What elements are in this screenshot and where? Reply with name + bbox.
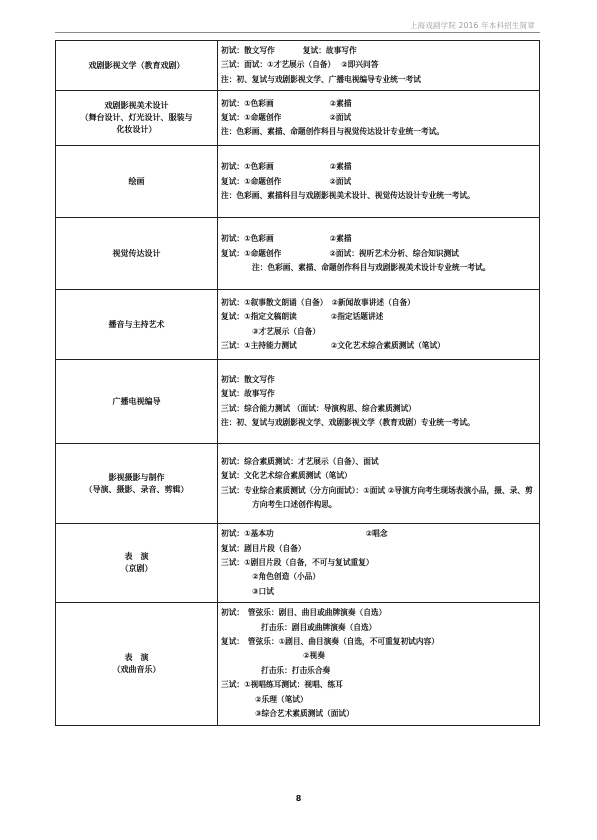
req-line: 注：初、复试与戏剧影视文学、广播电视编导专业统一考试 xyxy=(221,74,421,84)
major-subtitle: 化妆设计） xyxy=(116,125,157,135)
table-row xyxy=(56,290,540,360)
major-name: 表 演 xyxy=(124,552,149,562)
major-subtitle: （京剧） xyxy=(120,564,153,574)
req-line: ③才艺展示（自备） xyxy=(252,326,321,336)
req-line: 初试：散文写作 复试：故事写作 xyxy=(221,46,357,55)
major-name: 戏剧影视文学（教育戏剧） xyxy=(88,60,185,70)
req-line: 三试：专业综合素质测试（分方向面试）：①面试 ②导演方向考生现场表演小品，摄、录、剪方向考生口述创作构思。 xyxy=(221,485,533,510)
req-line: 三试：综合能力测试 （面试：导演构思、综合素质测试） xyxy=(221,403,416,413)
major-cell xyxy=(56,91,218,146)
major-cell xyxy=(56,524,218,603)
req-line: 复试：文化艺术综合素质测试（笔试） xyxy=(221,471,352,481)
req-line: ③口试 xyxy=(252,586,274,596)
major-cell xyxy=(56,290,218,360)
page-header: 上海戏剧学院 2016 年本科招生简章 xyxy=(409,21,535,30)
req-line: 三试：面试：①才艺展示（自备） ②即兴问答 xyxy=(221,60,379,70)
req-line: ②角色创造（小品） xyxy=(252,572,321,582)
req-line: 复试：①指定文稿朗读 ②指定话题讲述 xyxy=(221,312,384,322)
requirements-cell xyxy=(218,146,540,218)
req-line: 注：初、复试与戏剧影视文学、戏剧影视文学（教育戏剧）专业统一考试。 xyxy=(221,418,475,428)
requirements-cell xyxy=(218,218,540,290)
major-name: 戏剧影视美术设计 xyxy=(104,101,169,111)
req-line: 注：色彩画、素描科目与戏剧影视美术设计、视觉传达设计专业统一考试。 xyxy=(221,190,475,200)
major-name: 表 演 xyxy=(124,652,149,662)
table-row xyxy=(56,146,540,218)
requirements-cell xyxy=(218,524,540,603)
major-cell xyxy=(56,444,218,524)
req-line: 注：色彩画、素描、命题创作科目与戏剧影视美术设计专业统一考试。 xyxy=(252,262,491,272)
major-name: 视觉传达设计 xyxy=(112,248,161,258)
header-rule xyxy=(55,32,540,33)
table-row xyxy=(56,218,540,290)
req-line: 初试：①基本功 ②唱念 xyxy=(221,529,388,539)
major-cell xyxy=(56,360,218,444)
table-row xyxy=(56,444,540,524)
req-line: 打击乐：剧目或曲牌演奏（自选） xyxy=(261,622,377,632)
major-cell xyxy=(56,603,218,725)
exam-table xyxy=(55,40,540,726)
req-line: 三试：①主持能力测试 ②文化艺术综合素质测试（笔试） xyxy=(221,341,445,351)
req-line: 初试：散文写作 xyxy=(221,374,275,384)
major-name: 影视摄影与制作 xyxy=(108,472,165,482)
major-name: 绘画 xyxy=(128,176,145,186)
req-line: 初试：①色彩画 ②素描 xyxy=(221,98,352,108)
major-cell xyxy=(56,146,218,218)
req-line: 初试：①叙事散文朗诵（自备） ②新闻故事讲述（自备） xyxy=(221,297,415,307)
table-row xyxy=(56,360,540,444)
req-line: 初试：①色彩画 ②素描 xyxy=(221,162,352,172)
major-name: 播音与主持艺术 xyxy=(108,319,165,329)
req-line: 复试：①命题创作 ②面试：视听艺术分析、综合知识测试 xyxy=(221,248,459,258)
req-line: 复试： 管弦乐：①剧目、曲目演奏（自选，不可重复初试内容） xyxy=(221,637,439,647)
table-row xyxy=(56,603,540,725)
req-line: 初试： 管弦乐：剧目、曲目或曲牌演奏（自选） xyxy=(221,608,387,618)
page-number: 8 xyxy=(295,794,302,803)
req-line: 复试：故事写作 xyxy=(221,389,275,399)
table-row xyxy=(56,524,540,603)
major-cell xyxy=(56,41,218,91)
table-row xyxy=(56,41,540,91)
req-line: ②乐理（笔试） xyxy=(255,694,308,704)
major-subtitle: （导演、摄影、录音、剪辑） xyxy=(84,484,189,494)
req-line: 初试：综合素质测试：才艺展示（自备）、面试 xyxy=(221,456,379,466)
requirements-cell xyxy=(218,360,540,444)
req-line: 三试：①视唱练耳测试：视唱、练耳 xyxy=(221,680,343,690)
requirements-cell xyxy=(218,41,540,91)
req-line: 三试：①剧目片段（自备，不可与复试重复） xyxy=(221,558,374,568)
req-line: 注：色彩画、素描、命题创作科目与视觉传达设计专业统一考试。 xyxy=(221,127,444,137)
major-cell xyxy=(56,218,218,290)
req-line: 初试：①色彩画 ②素描 xyxy=(221,234,352,244)
major-subtitle: （舞台设计、灯光设计、服装与 xyxy=(80,113,193,123)
req-line: ②视奏 xyxy=(303,651,325,661)
req-line: 复试：①命题创作 ②面试 xyxy=(221,113,352,123)
major-subtitle: （戏曲音乐） xyxy=(112,664,161,674)
requirements-cell xyxy=(218,91,540,146)
req-line: 打击乐：打击乐合奏 xyxy=(261,665,331,675)
req-line: ③综合艺术素质测试（面试） xyxy=(255,709,354,719)
requirements-cell xyxy=(218,444,540,524)
req-line: 复试：剧目片段（自备） xyxy=(221,543,306,553)
req-line: 复试：①命题创作 ②面试 xyxy=(221,176,352,186)
requirements-cell xyxy=(218,603,540,725)
major-name: 广播电视编导 xyxy=(112,396,161,406)
requirements-cell xyxy=(218,290,540,360)
table-row xyxy=(56,91,540,146)
